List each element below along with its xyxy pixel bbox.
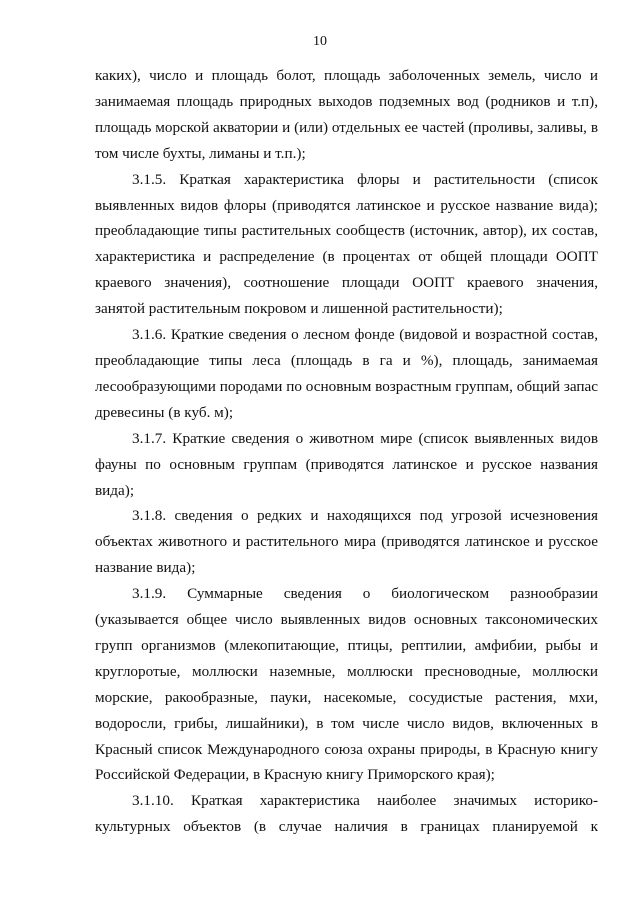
paragraph-3-1-10: 3.1.10. Краткая характеристика наиболее значимых историко-культурных объектов (в случае наличия в границах планируемой к <box>95 792 598 836</box>
paragraph-continuation: каких), число и площадь болот, площадь заболоченных земель, число и занимаемая площадь природных выходов подземных вод (родников и т.п), площадь морской акватории и (или) отдельных ее частей (проливы, заливы, в том числе бухты, лиманы и т.п.); <box>95 67 598 162</box>
paragraph-3-1-6: 3.1.6. Краткие сведения о лесном фонде (видовой и возрастной состав, преобладающие типы леса (площадь в га и %), площадь, занимаемая лесообразующими породами по основным возрастным группам, общий запас древесины (в куб. м); <box>95 326 598 421</box>
page-number: 10 <box>313 34 327 49</box>
paragraph-3-1-5: 3.1.5. Краткая характеристика флоры и растительности (список выявленных видов флоры (приводятся латинское и русское название вида); преобладающие типы растительных сообществ (источник, автор), их состав, характеристика и распределение (в процентах от общей площади ООПТ краевого значения), соотношение площади ООПТ краевого значения, занятой растительным покровом и лишенной растительности); <box>95 170 598 318</box>
paragraph-3-1-8: 3.1.8. сведения о редких и находящихся под угрозой исчезновения объектах животного и растительного мира (приводятся латинское и русское название вида); <box>95 507 598 577</box>
paragraph-3-1-7: 3.1.7. Краткие сведения о животном мире (список выявленных видов фауны по основным группам (приводятся латинское и русское названия вида); <box>95 429 598 499</box>
paragraph-3-1-9: 3.1.9. Суммарные сведения о биологическом разнообразии (указывается общее число выявленных видов основных таксономических групп организмов (млекопитающие, птицы, рептилии, амфибии, рыбы и круглоротые, моллюски наземные, моллюски пресноводные, моллюски морские, ракообразные, пауки, насекомые, сосудистые растения, мхи, водоросли, грибы, лишайники), в том числе число видов, включенных в Красный список Международного союза охраны природы, в Красную книгу Российской Федерации, в Красную книгу Приморского края); <box>95 585 598 784</box>
document-body <box>95 63 598 840</box>
